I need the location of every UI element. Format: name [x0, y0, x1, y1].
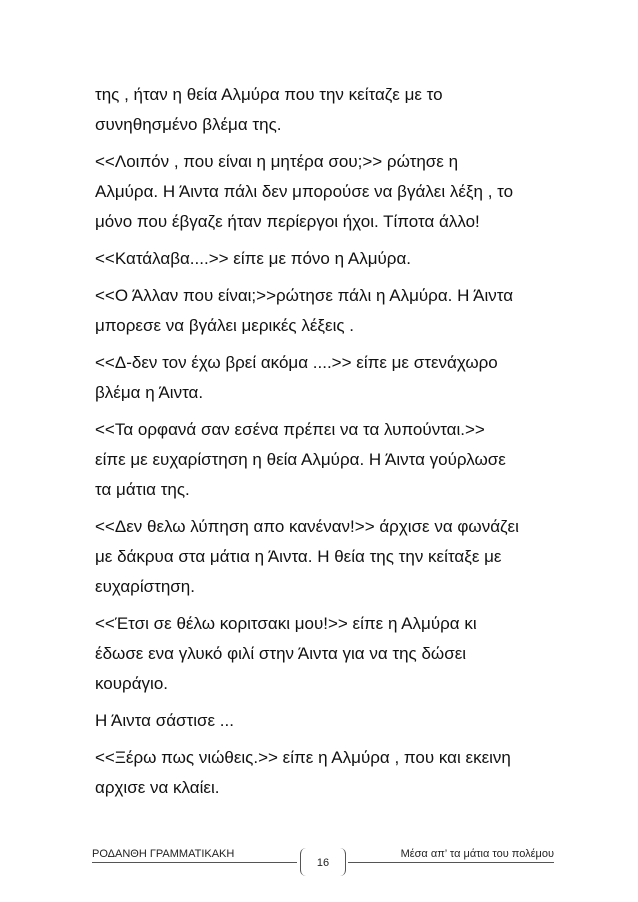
footer-rule-right [348, 862, 554, 863]
footer-author: ΡΟΔΑΝΘΗ ΓΡΑΜΜΑΤΙΚΑΚΗ [92, 848, 235, 860]
paragraph [95, 512, 555, 602]
text-line: <<Λοιπόν , που είναι η μητέρα σου;>> ρώτησε η [95, 152, 459, 171]
paragraph [95, 415, 555, 505]
footer-book-title: Μέσα απ’ τα μάτια του πολέμου [400, 848, 554, 860]
page-number: 16 [316, 857, 330, 869]
text-line: μόνο που έβγαζε ήταν περίεργοι ήχοι. Τίποτα άλλο! [95, 212, 480, 231]
text-line: έδωσε ενα γλυκό φιλί στην Άιντα για να της δώσει [95, 644, 467, 663]
page-footer [92, 848, 554, 878]
page-number-box [298, 848, 348, 878]
text-line: μπορεσε να βγάλει μερικές λέξεις . [95, 316, 355, 335]
text-line: είπε με ευχαρίστηση η θεία Αλμύρα. Η Άιντα γούρλωσε [95, 450, 506, 469]
paragraph [95, 609, 555, 699]
text-line: αρχισε να κλαίει. [95, 778, 220, 797]
paragraph [95, 244, 555, 274]
text-line: <<Κατάλαβα....>> είπε με πόνο η Αλμύρα. [95, 249, 412, 268]
text-line: κουράγιο. [95, 674, 168, 693]
paragraph [95, 281, 555, 341]
footer-rule-left [92, 862, 297, 863]
text-line: Αλμύρα. Η Άιντα πάλι δεν μπορούσε να βγάλει λέξη , το [95, 182, 514, 201]
text-line: <<Ο Άλλαν που είναι;>>ρώτησε πάλι η Αλμύρα. Η Άιντα [95, 286, 514, 305]
text-line: <<Δ-δεν τον έχω βρεί ακόμα ....>> είπε με στενάχωρο [95, 353, 498, 372]
text-line: με δάκρυα στα μάτια η Άιντα. Η θεία της την κείταξε με [95, 547, 502, 566]
text-line: συνηθησμένο βλέμα της. [95, 115, 282, 134]
text-line: <<Δεν θελω λύπηση απο κανέναν!>> άρχισε να φωνάζει [95, 517, 519, 536]
text-line: της , ήταν η θεία Αλμύρα που την κείταζε με το [95, 85, 443, 104]
text-line: Η Άιντα σάστισε ... [95, 711, 234, 730]
text-line: <<Έτσι σε θέλω κοριτσακι μου!>> είπε η Αλμύρα κι [95, 614, 477, 633]
paragraph [95, 147, 555, 237]
paragraph [95, 706, 555, 736]
body-text [95, 80, 555, 810]
text-line: <<Τα ορφανά σαν εσένα πρέπει να τα λυπούνται.>> [95, 420, 485, 439]
text-line: ευχαρίστηση. [95, 577, 195, 596]
text-line: βλέμα η Άιντα. [95, 383, 204, 402]
text-line: τα μάτια της. [95, 480, 190, 499]
paragraph [95, 743, 555, 803]
paragraph [95, 80, 555, 140]
text-line: <<Ξέρω πως νιώθεις.>> είπε η Αλμύρα , που και εκεινη [95, 748, 511, 767]
paragraph [95, 348, 555, 408]
